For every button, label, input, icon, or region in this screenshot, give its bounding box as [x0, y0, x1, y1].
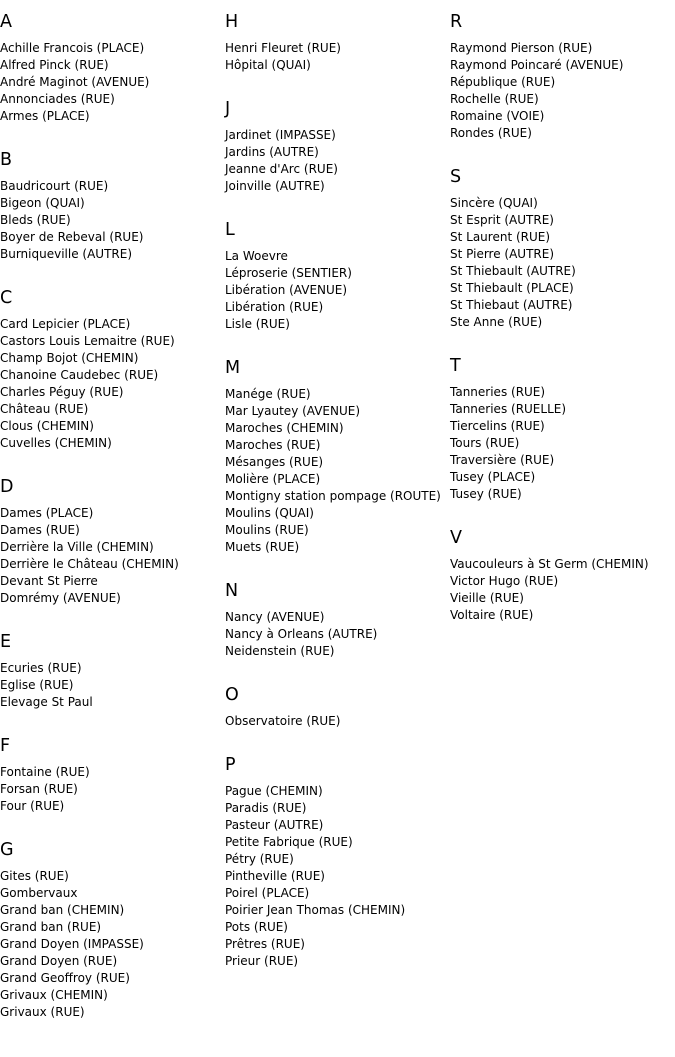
street-link[interactable]: Four (RUE) [0, 799, 65, 813]
street-link[interactable]: St Laurent (RUE) [450, 230, 551, 244]
street-link[interactable]: Léproserie (SENTIER) [225, 266, 352, 280]
street-link[interactable]: Pétry (RUE) [225, 852, 294, 866]
street-link[interactable]: Ecuries (RUE) [0, 661, 82, 675]
street-list [0, 40, 222, 125]
letter-heading: V [450, 528, 462, 548]
street-index-column-1 [0, 10, 222, 1044]
letter-heading: C [0, 288, 13, 308]
street-link[interactable]: Grand ban (CHEMIN) [0, 903, 125, 917]
street-link[interactable]: Grand Doyen (IMPASSE) [0, 937, 144, 951]
street-link[interactable]: Libération (AVENUE) [225, 283, 348, 297]
street-link[interactable]: Champ Bojot (CHEMIN) [0, 351, 139, 365]
street-link[interactable]: Grand Geoffroy (RUE) [0, 971, 130, 985]
street-link[interactable]: St Esprit (AUTRE) [450, 213, 554, 227]
street-link[interactable]: Poirel (PLACE) [225, 886, 310, 900]
street-link[interactable]: Cuvelles (CHEMIN) [0, 436, 112, 450]
street-link[interactable]: St Pierre (AUTRE) [450, 247, 555, 261]
letter-heading: S [450, 167, 462, 187]
letter-group [225, 10, 447, 74]
street-list [225, 609, 447, 660]
letter-group [225, 683, 447, 730]
street-link[interactable]: Chanoine Caudebec (RUE) [0, 368, 159, 382]
letter-group [450, 165, 672, 331]
street-link[interactable]: Tusey (RUE) [450, 487, 522, 501]
street-link[interactable]: Traversière (RUE) [450, 453, 555, 467]
letter-group [225, 97, 447, 195]
street-link[interactable]: Tanneries (RUELLE) [450, 402, 567, 416]
street-link[interactable]: Victor Hugo (RUE) [450, 574, 559, 588]
street-link[interactable]: Burniqueville (AUTRE) [0, 247, 133, 261]
street-link[interactable]: Grand ban (RUE) [0, 920, 102, 934]
letter-group [450, 10, 672, 142]
street-link[interactable]: Baudricourt (RUE) [0, 179, 109, 193]
street-link[interactable]: Boyer de Rebeval (RUE) [0, 230, 144, 244]
street-list [450, 40, 672, 142]
street-list [225, 127, 447, 195]
letter-heading: T [450, 356, 461, 376]
street-list [0, 868, 222, 1021]
street-link[interactable]: Devant St Pierre [0, 574, 98, 588]
letter-heading: H [225, 12, 239, 32]
street-link[interactable]: Elevage St Paul [0, 695, 93, 709]
letter-group [0, 148, 222, 263]
street-link[interactable]: Card Lepicier (PLACE) [0, 317, 131, 331]
letter-heading: M [225, 358, 241, 378]
street-link[interactable]: Domrémy (AVENUE) [0, 591, 121, 605]
street-link[interactable]: Bleds (RUE) [0, 213, 71, 227]
letter-group [450, 526, 672, 624]
street-link[interactable]: Romaine (VOIE) [450, 109, 545, 123]
street-link[interactable]: Dames (RUE) [0, 523, 80, 537]
street-link[interactable]: Moulins (RUE) [225, 523, 309, 537]
street-link[interactable]: Gites (RUE) [0, 869, 69, 883]
street-link[interactable]: Moulins (QUAI) [225, 506, 314, 520]
street-link[interactable]: Forsan (RUE) [0, 782, 78, 796]
street-link[interactable]: Maroches (CHEMIN) [225, 421, 344, 435]
street-link[interactable]: Jardinet (IMPASSE) [225, 128, 336, 142]
street-link[interactable]: Prieur (RUE) [225, 954, 299, 968]
street-link[interactable]: Maroches (RUE) [225, 438, 321, 452]
street-link[interactable]: Derrière la Ville (CHEMIN) [0, 540, 154, 554]
street-link[interactable]: Clous (CHEMIN) [0, 419, 94, 433]
street-list [0, 505, 222, 607]
street-link[interactable]: Mar Lyautey (AVENUE) [225, 404, 361, 418]
street-link[interactable]: Derrière le Château (CHEMIN) [0, 557, 179, 571]
street-link[interactable]: Armes (PLACE) [0, 109, 90, 123]
street-link[interactable]: Molière (PLACE) [225, 472, 321, 486]
letter-heading: J [225, 99, 231, 119]
letter-group [225, 218, 447, 333]
street-link[interactable]: Dames (PLACE) [0, 506, 94, 520]
street-link[interactable]: Raymond Poincaré (AVENUE) [450, 58, 624, 72]
street-link[interactable]: Observatoire (RUE) [225, 714, 341, 728]
letter-heading: D [0, 477, 14, 497]
street-list [225, 783, 447, 970]
letter-heading: O [225, 685, 239, 705]
street-link[interactable]: Sincère (QUAI) [450, 196, 538, 210]
street-link[interactable]: Gombervaux [0, 886, 78, 900]
street-link[interactable]: Prêtres (RUE) [225, 937, 305, 951]
street-link[interactable]: St Thiebault (AUTRE) [450, 264, 576, 278]
street-link[interactable]: Montigny station pompage (ROUTE) [225, 489, 441, 503]
street-link[interactable]: Pintheville (RUE) [225, 869, 325, 883]
street-link[interactable]: Paradis (RUE) [225, 801, 307, 815]
street-link[interactable]: Tanneries (RUE) [450, 385, 546, 399]
street-list [225, 40, 447, 74]
street-link[interactable]: Annonciades (RUE) [0, 92, 115, 106]
letter-group [225, 579, 447, 660]
street-list [0, 178, 222, 263]
letter-heading: B [0, 150, 13, 170]
street-link[interactable]: Charles Péguy (RUE) [0, 385, 124, 399]
street-link[interactable]: Tiercelins (RUE) [450, 419, 545, 433]
street-list [225, 713, 447, 730]
letter-group [450, 354, 672, 503]
street-link[interactable]: Nancy à Orleans (AUTRE) [225, 627, 378, 641]
letter-group [0, 838, 222, 1021]
street-link[interactable]: Petite Fabrique (RUE) [225, 835, 353, 849]
street-list [450, 556, 672, 624]
street-link[interactable]: Lisle (RUE) [225, 317, 290, 331]
street-link[interactable]: Vieille (RUE) [450, 591, 524, 605]
street-link[interactable]: Neidenstein (RUE) [225, 644, 335, 658]
street-link[interactable]: Rochelle (RUE) [450, 92, 539, 106]
street-list [450, 195, 672, 331]
street-link[interactable]: Manége (RUE) [225, 387, 311, 401]
letter-group [0, 475, 222, 607]
street-link[interactable]: Pague (CHEMIN) [225, 784, 323, 798]
street-link[interactable]: Pasteur (AUTRE) [225, 818, 324, 832]
letter-group [0, 630, 222, 711]
letter-group [225, 753, 447, 970]
letter-group [225, 356, 447, 556]
street-list [450, 384, 672, 503]
street-link[interactable]: Ste Anne (RUE) [450, 315, 543, 329]
letter-group [0, 10, 222, 125]
street-link[interactable]: République (RUE) [450, 75, 556, 89]
street-link[interactable]: Achille Francois (PLACE) [0, 41, 145, 55]
street-link[interactable]: Pots (RUE) [225, 920, 288, 934]
letter-heading: N [225, 581, 239, 601]
street-link[interactable]: Raymond Pierson (RUE) [450, 41, 593, 55]
street-index-column-2 [225, 10, 447, 993]
letter-group [0, 734, 222, 815]
street-link[interactable]: Jeanne d'Arc (RUE) [225, 162, 338, 176]
street-link[interactable]: Grand Doyen (RUE) [0, 954, 118, 968]
street-link[interactable]: St Thiebault (PLACE) [450, 281, 574, 295]
street-link[interactable]: Bigeon (QUAI) [0, 196, 85, 210]
street-list [0, 316, 222, 452]
street-link[interactable]: Mésanges (RUE) [225, 455, 324, 469]
street-link[interactable]: Joinville (AUTRE) [225, 179, 325, 193]
street-link[interactable]: Castors Louis Lemaitre (RUE) [0, 334, 175, 348]
street-link[interactable]: Vaucouleurs à St Germ (CHEMIN) [450, 557, 649, 571]
street-link[interactable]: Libération (RUE) [225, 300, 324, 314]
street-link[interactable]: Poirier Jean Thomas (CHEMIN) [225, 903, 406, 917]
street-list [0, 764, 222, 815]
letter-heading: R [450, 12, 463, 32]
street-link[interactable]: Jardins (AUTRE) [225, 145, 319, 159]
street-link[interactable]: Hôpital (QUAI) [225, 58, 311, 72]
street-link[interactable]: Fontaine (RUE) [0, 765, 90, 779]
street-link[interactable]: André Maginot (AVENUE) [0, 75, 150, 89]
street-link[interactable]: Rondes (RUE) [450, 126, 532, 140]
letter-heading: L [225, 220, 235, 240]
street-link[interactable]: La Woevre [225, 249, 288, 263]
letter-heading: E [0, 632, 12, 652]
street-link[interactable]: Muets (RUE) [225, 540, 300, 554]
street-link[interactable]: Grivaux (RUE) [0, 1005, 85, 1019]
street-link[interactable]: St Thiebaut (AUTRE) [450, 298, 573, 312]
street-link[interactable]: Henri Fleuret (RUE) [225, 41, 341, 55]
street-link[interactable]: Alfred Pinck (RUE) [0, 58, 109, 72]
street-link[interactable]: Tours (RUE) [450, 436, 520, 450]
street-link[interactable]: Nancy (AVENUE) [225, 610, 325, 624]
street-link[interactable]: Eglise (RUE) [0, 678, 74, 692]
street-list [225, 248, 447, 333]
street-index-column-3 [450, 10, 672, 647]
street-link[interactable]: Château (RUE) [0, 402, 89, 416]
street-list [0, 660, 222, 711]
street-link[interactable]: Grivaux (CHEMIN) [0, 988, 108, 1002]
street-link[interactable]: Voltaire (RUE) [450, 608, 534, 622]
letter-heading: P [225, 755, 236, 775]
letter-heading: F [0, 736, 11, 756]
letter-heading: A [0, 12, 12, 32]
street-link[interactable]: Tusey (PLACE) [450, 470, 536, 484]
letter-group [0, 286, 222, 452]
letter-heading: G [0, 840, 14, 860]
street-list [225, 386, 447, 556]
